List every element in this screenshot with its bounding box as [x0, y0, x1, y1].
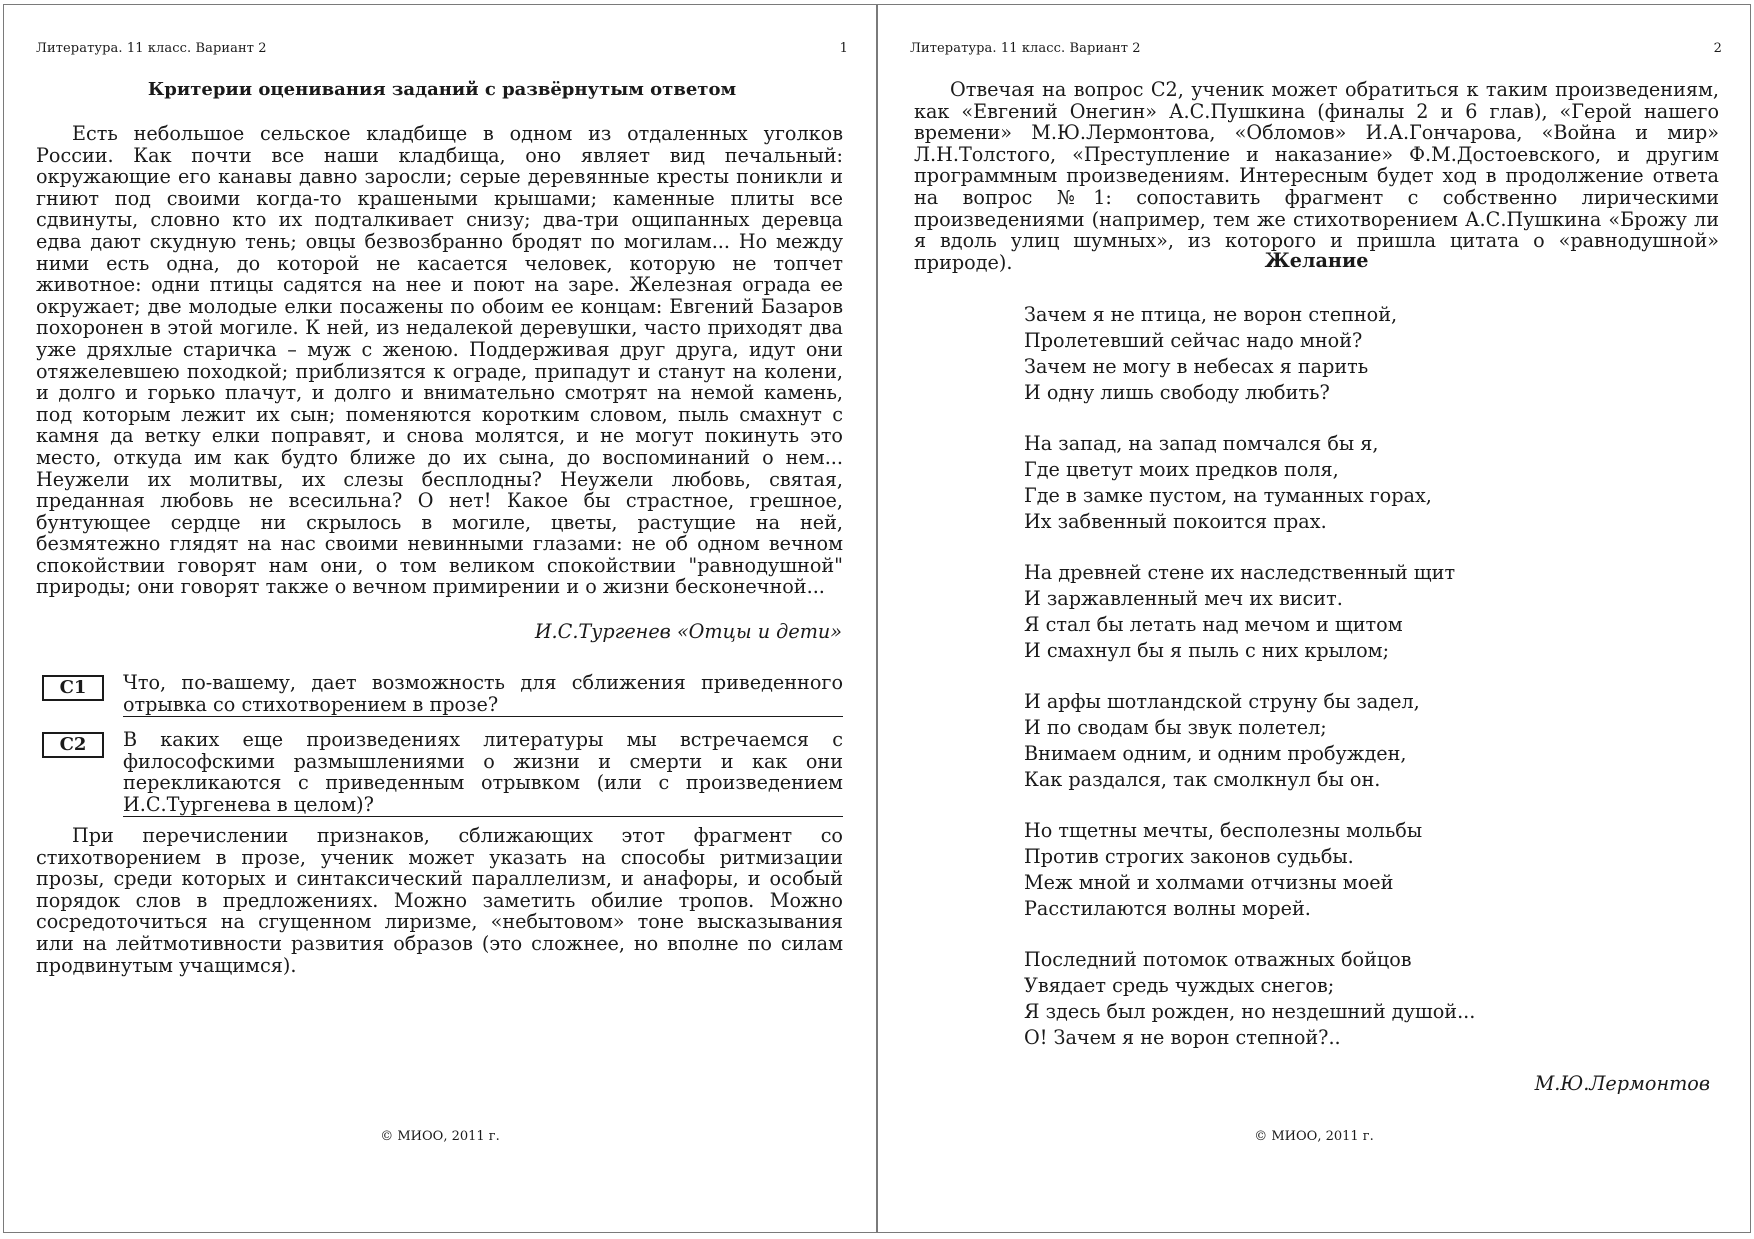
poem-line: Я стал бы летать над мечом и щитом	[1024, 613, 1403, 636]
running-header	[910, 41, 1722, 57]
criteria-text: При перечислении признаков, сближающих этот фрагмент со стихотворением в прозе, ученик может указать на способы ритмизации прозы, среди которых и синтаксический параллелизм, и анафоры, и особый порядок слов в предложениях. Можно заметить обилие тропов. Можно сосредоточиться на сгущенном лиризме, «небытовом» тоне высказывания или на лейтмотивности развития образов (это сложнее, но вполне по силам продвинутым учащимся).	[36, 824, 843, 977]
poem-line: Против строгих законов судьбы.	[1024, 845, 1354, 868]
task-c2	[42, 729, 843, 821]
poem-stanza	[1024, 560, 1584, 664]
poem-stanza	[1024, 947, 1584, 1051]
literary-passage: Есть небольшое сельское кладбище в одном из отдаленных уголков России. Как почти все наши кладбища, оно являет вид печальный: окружающие его канавы давно заросли; серые деревянные кресты поникли и гниют под своими когда-то крашеными крышами; каменные плиты все сдвинуты, словно кто их подталкивает снизу; два-три ощипанных деревца едва дают скудную тень; овцы безвозбранно бродят по могилам... Но между ними есть одна, до которой не касается человек, которую не топчет животное: одни птицы садятся на нее и поют на заре. Железная ограда ее окружает; две молодые елки посажены по обоим ее концам: Евгений Базаров похоронен в этой могиле. К ней, из недалекой деревушки, часто приходят два уже дряхлые старичка – муж с женою. Поддерживая друг друга, идут они отяжелевшею походкой; приблизятся к ограде, припадут и станут на колени, и долго и горько плачут, и долго и внимательно смотрят на немой камень, под которым лежит их сын; поменяются коротким словом, пыль смахнут с камня да ветку елки поправят, и снова молятся, и не могут покинуть это место, откуда им как будто ближе до их сына, до воспоминаний о нем... Неужели их молитвы, их слезы бесплодны? Неужели любовь, святая, преданная любовь не всесильна? О нет! Какое бы страстное, грешное, бунтующее сердце ни скрылось в могиле, цветы, растущие на ней, безмятежно глядят на нас своими невинными глазами: не об одном вечном спокойствии говорят нам они, о том великом спокойствии "равнодушной" природы; они говорят также о вечном примирении и о жизни бесконечной...	[36, 122, 843, 599]
poem-line: И одну лишь свободу любить?	[1024, 381, 1330, 404]
page-number: 1	[839, 41, 848, 56]
page-title: Критерии оценивания заданий с развёрнутым ответом	[147, 79, 737, 100]
poem-line: Их забвенный покоится прах.	[1024, 510, 1327, 533]
running-header	[36, 41, 848, 57]
poem-line: На запад, на запад помчался бы я,	[1024, 432, 1379, 455]
poem-line: И смахнул бы я пыль с них крылом;	[1024, 639, 1390, 662]
poem-line: Я здесь был рожден, но нездешний душой...	[1024, 1000, 1476, 1023]
poem-line: Где в замке пустом, на туманных горах,	[1024, 484, 1432, 507]
passage-attribution: И.С.Тургенев «Отцы и дети»	[534, 620, 842, 643]
poem-stanza	[1024, 302, 1584, 406]
poem-line: И арфы шотландской струну бы задел,	[1024, 690, 1420, 713]
poem-line: И по сводам бы звук полетел;	[1024, 716, 1327, 739]
poem-line: Но тщетны мечты, бесполезны мольбы	[1024, 819, 1423, 842]
page-footer: © МИОО, 2011 г.	[1254, 1129, 1374, 1144]
poem-line: Последний потомок отважных бойцов	[1024, 948, 1412, 971]
poem-line: О! Зачем я не ворон степной?..	[1024, 1026, 1341, 1049]
poem-line: И заржавленный меч их висит.	[1024, 587, 1343, 610]
poem-line: Как раздался, так смолкнул бы он.	[1024, 768, 1381, 791]
poem-line: На древней стене их наследственный щит	[1024, 561, 1456, 584]
task-question: В каких еще произведениях литературы мы встречаемся с философскими размышлениями о жизни и смерти и как они перекликаются с приведенным отрывком (или с произведением И.С.Тургенева в целом)?	[123, 728, 843, 816]
page-number: 2	[1713, 41, 1722, 56]
task-c1	[42, 672, 843, 722]
poem-line: Расстилаются волны морей.	[1024, 897, 1311, 920]
task-label-box: C2	[42, 732, 104, 758]
task-label-box: C1	[42, 675, 104, 701]
poem-line: Пролетевший сейчас надо мной?	[1024, 329, 1363, 352]
task-question: Что, по-вашему, дает возможность для сближения приведенного отрывка со стихотворением в прозе?	[123, 671, 843, 716]
poem-line: Увядает средь чуждых снегов;	[1024, 974, 1335, 997]
page-footer: © МИОО, 2011 г.	[380, 1129, 500, 1144]
poem-line: Меж мной и холмами отчизны моей	[1024, 871, 1394, 894]
header-text: Литература. 11 класс. Вариант 2	[36, 41, 267, 56]
poem-line: Внимаем одним, и одним пробужден,	[1024, 742, 1407, 765]
poem-stanza	[1024, 431, 1584, 535]
poem-title: Желание	[1264, 249, 1369, 272]
answer-commentary: Отвечая на вопрос С2, ученик может обратиться к таким произведениям, как «Евгений Онегин» А.С.Пушкина (финалы 2 и 6 глав), «Герой нашего времени» М.Ю.Лермонтова, «Обломов» И.А.Гончарова, «Война и мир» Л.Н.Толстого, «Преступление и наказание» Ф.М.Достоевского, и другим программным произведениям. Интересным будет ход в продолжение ответа на вопрос №1: сопоставить фрагмент с собственно лирическими произведениями (например, тем же стихотворением А.С.Пушкина «Брожу ли я вдоль улиц шумных», из которого и пришла цитата о «равнодушной» природе).	[914, 78, 1719, 274]
page-1	[3, 4, 877, 1233]
header-text: Литература. 11 класс. Вариант 2	[910, 41, 1141, 56]
poem-line: Зачем не могу в небесах я парить	[1024, 355, 1369, 378]
poem-line: Зачем я не птица, не ворон степной,	[1024, 303, 1398, 326]
poem-line: Где цветут моих предков поля,	[1024, 458, 1339, 481]
poem-stanza	[1024, 818, 1584, 922]
poem-stanza	[1024, 689, 1584, 793]
poem	[1024, 302, 1584, 1076]
page-2	[877, 4, 1751, 1233]
poem-attribution: М.Ю.Лермонтов	[1534, 1072, 1710, 1095]
